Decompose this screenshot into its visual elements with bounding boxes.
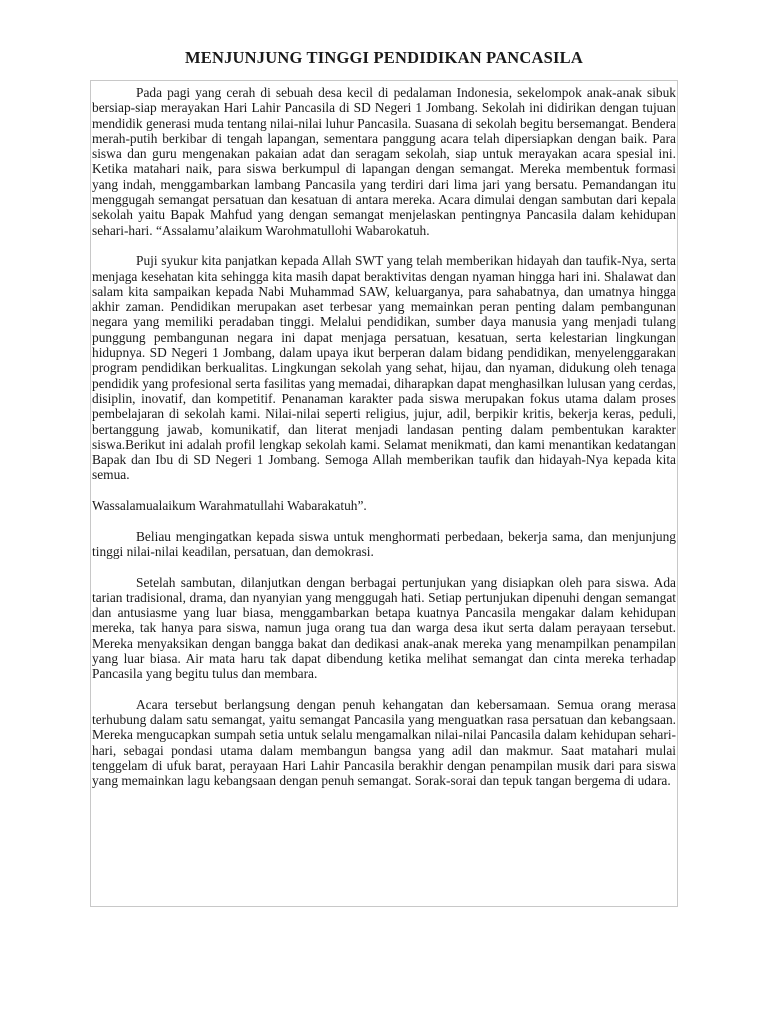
paragraph-opening: Pada pagi yang cerah di sebuah desa kecil di pedalaman Indonesia, sekelompok anak-anak sibuk bersiap-siap merayakan Hari Lahir Pancasila di SD Negeri 1 Jombang. Sekolah ini didirikan dengan tujuan mendidik generasi muda tentang nilai-nilai luhur Pancasila. Suasana di sekolah begitu bersemangat. Bendera merah-putih berkibar di tengah lapangan, sementara panggung acara telah dipersiapkan dengan baik. Para siswa dan guru mengenakan pakaian adat dan seragam sekolah, siap untuk merayakan acara spesial ini. Ketika matahari naik, para siswa berkumpul di lapangan dengan semangat. Mereka membentuk formasi yang indah, menggambarkan lambang Pancasila yang terdiri dari lima jari yang bersatu. Pemandangan itu menggugah semangat persatuan dan kesatuan di antara mereka. Acara dimulai dengan sambutan dari kepala sekolah yaitu Bapak Mahfud yang dengan semangat menjelaskan pentingnya Pancasila dalam kehidupan sehari-hari. “Assalamu’alaikum Warohmatullohi Wabarokatuh.: [92, 85, 676, 238]
paragraph-closing-greeting: Wassalamualaikum Warahmatullahi Wabarakatuh”.: [92, 498, 367, 514]
paragraph-performances: Setelah sambutan, dilanjutkan dengan berbagai pertunjukan yang disiapkan oleh para siswa. Ada tarian tradisional, drama, dan nyanyian yang menggugah hati. Setiap pertunjukan dipenuhi dengan semangat dan antusiasme yang luar biasa, menggambarkan betapa kuatnya Pancasila mengakar dalam kehidupan mereka, tak hanya para siswa, namun juga orang tua dan warga desa ikut serta dalam perayaan tersebut. Mereka menyaksikan dengan bangga bakat dan dedikasi anak-anak mereka yang menampilkan penampilan yang luar biasa. Air mata haru tak dapat dibendung ketika melihat semangat dan cinta mereka terhadap Pancasila yang begitu tulus dan membara.: [92, 574, 676, 682]
story-text-box: [90, 80, 678, 907]
paragraph-reminder: Beliau mengingatkan kepada siswa untuk menghormati perbedaan, bekerja sama, dan menjunjung tinggi nilai-nilai keadilan, persatuan, dan demokrasi.: [92, 528, 676, 559]
page-title: MENJUNJUNG TINGGI PENDIDIKAN PANCASILA: [185, 48, 583, 67]
paragraph-speech: Puji syukur kita panjatkan kepada Allah SWT yang telah memberikan hidayah dan taufik-Nya, serta menjaga kesehatan kita sehingga kita masih dapat beraktivitas dengan nyaman hingga hari ini. Shalawat dan salam kita sampaikan kepada Nabi Muhammad SAW, keluarganya, para sahabatnya, dan umatnya hingga akhir zaman. Pendidikan merupakan aset terbesar yang memainkan peran penting dalam pembangunan negara yang memiliki peradaban tinggi. Melalui pendidikan, sumber daya manusia yang menjadi tulang punggung pembangunan negara ini dapat menjaga persatuan, kesatuan, serta kelestarian lingkungan hidupnya. SD Negeri 1 Jombang, dalam upaya ikut berperan dalam bidang pendidikan, menyelenggarakan program pendidikan berkualitas. Lingkungan sekolah yang sehat, hijau, dan nyaman, didukung oleh tenaga pendidik yang profesional serta fasilitas yang memadai, diharapkan dapat menghasilkan lulusan yang cerdas, disiplin, inovatif, dan kompetitif. Penanaman karakter pada siswa merupakan fokus utama dalam proses pembelajaran di sekolah kami. Nilai-nilai seperti religius, jujur, adil, berpikir kritis, bekerja keras, peduli, bertanggung jawab, komunikatif, dan literat menjadi landasan penting dalam pembentukan karakter siswa.Berikut ini adalah profil lengkap sekolah kami. Selamat menikmati, dan kami menantikan kedatangan Bapak dan Ibu di SD Negeri 1 Jombang. Semoga Allah memberikan taufik dan hidayah-Nya kepada kita semua.: [92, 253, 676, 483]
paragraph-conclusion: Acara tersebut berlangsung dengan penuh kehangatan dan kebersamaan. Semua orang merasa terhubung dalam satu semangat, yaitu semangat Pancasila yang menguatkan rasa persatuan dan kebangsaan. Mereka mengucapkan sumpah setia untuk selalu mengamalkan nilai-nilai Pancasila dalam kehidupan sehari-hari, sebagai pondasi utama dalam membangun bangsa yang adil dan makmur. Saat matahari mulai tenggelam di ufuk barat, perayaan Hari Lahir Pancasila berakhir dengan penampilan musik dari para siswa yang memainkan lagu kebangsaan dengan penuh semangat. Sorak-sorai dan tepuk tangan bergema di udara.: [92, 696, 676, 789]
